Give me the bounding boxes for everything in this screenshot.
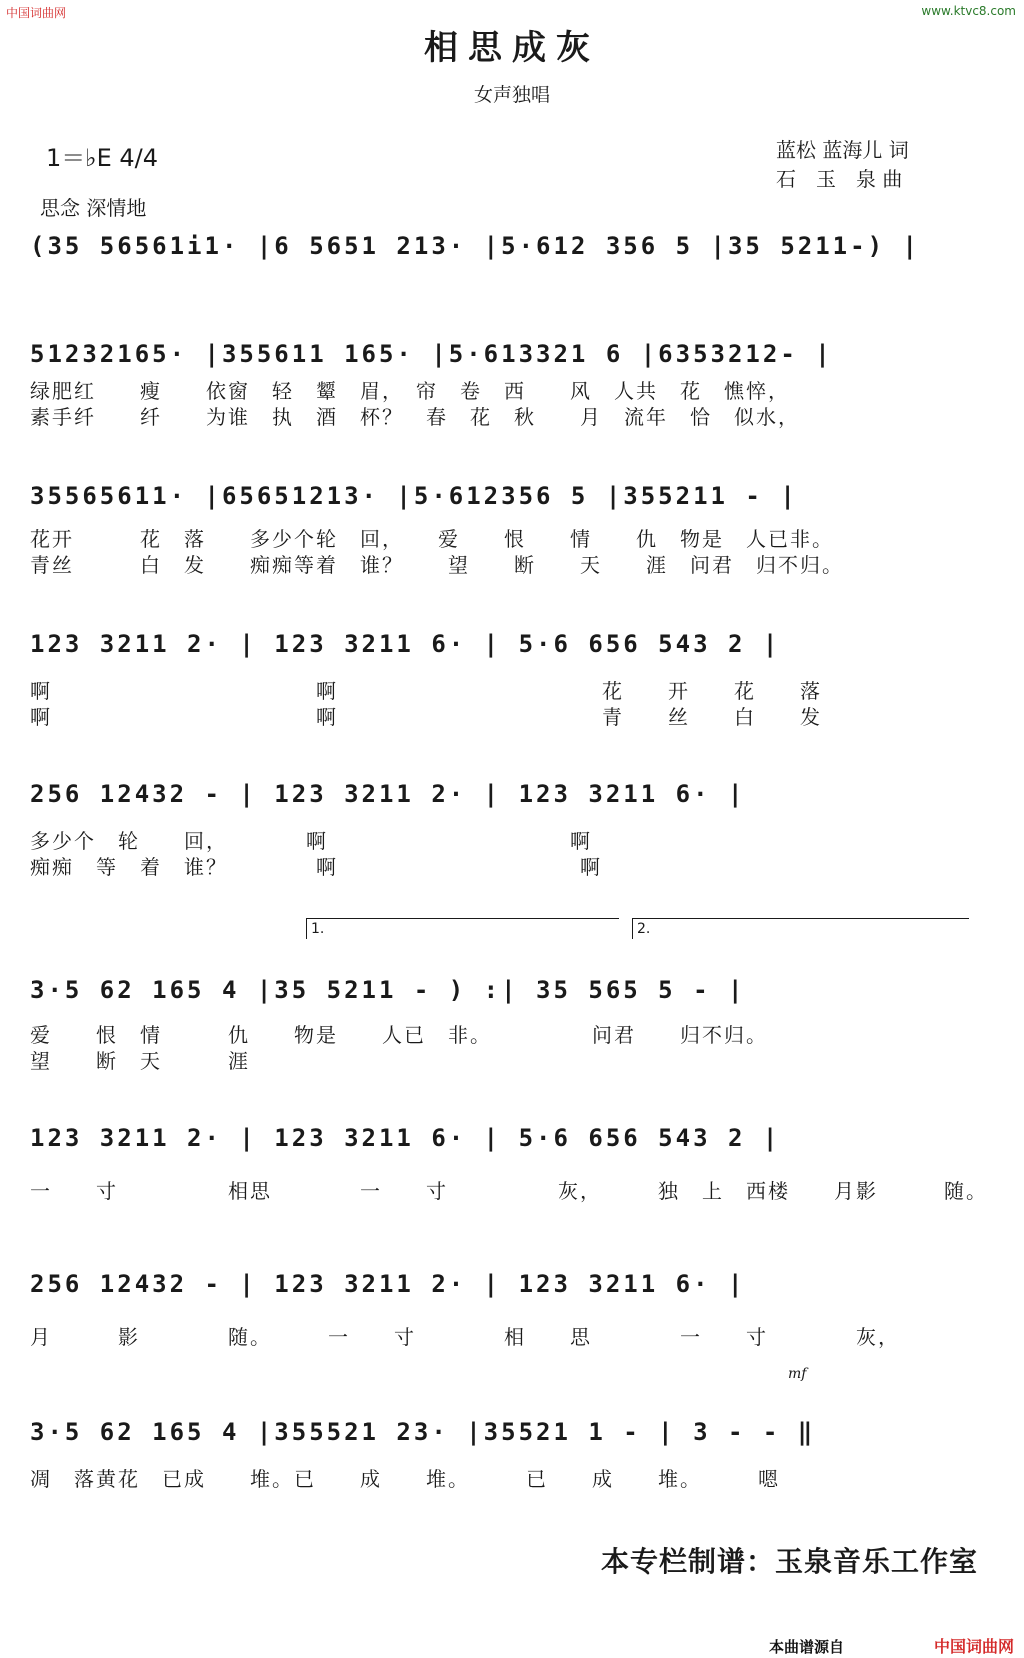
volta-second-ending <box>632 918 969 939</box>
composer-credit: 石 玉 泉 曲 <box>776 167 903 191</box>
lyrics-system-6-verse-1: 爱 恨 情 仇 物是 人已 非。 问君 归不归。 <box>30 1023 768 1047</box>
lyrics-system-4-verse-1: 啊 啊 花 开 花 落 <box>30 679 822 703</box>
footer-site: 中国词曲网 <box>933 1637 1014 1656</box>
volta-first-ending <box>306 918 619 939</box>
lyrics-system-9: 凋 落黄花 已成 堆。已 成 堆。 已 成 堆。 嗯 <box>30 1467 780 1491</box>
song-subtitle: 女声独唱 <box>473 84 550 106</box>
dynamic-mf: mf <box>788 1366 807 1382</box>
lyrics-system-3-verse-2: 青丝 白 发 痴痴等着 谁？ 望 断 天 涯 问君 归不归。 <box>30 553 844 577</box>
notation-system-2: 51232165· |355611 165· |5·613321 6 |6353212- | <box>30 340 833 368</box>
notation-system-3: 35565611· |65651213· |5·612356 5 |355211 - | <box>30 482 798 510</box>
lyrics-system-8: 月 影 随。 一 寸 相 思 一 寸 灰， <box>30 1325 900 1349</box>
lyrics-system-3-verse-1: 花开 花 落 多少个轮 回， 爱 恨 情 仇 物是 人已非。 <box>30 527 834 551</box>
lyrics-system-7: 一 寸 相思 一 寸 灰， 独 上 西楼 月影 随。 <box>30 1179 988 1203</box>
lyrics-system-5-verse-1: 多少个 轮 回， 啊 啊 <box>30 829 592 853</box>
volta-second-label: 2. <box>637 921 651 937</box>
footer-source: 本曲谱源自 <box>768 1638 844 1656</box>
song-title: 相思成灰 <box>424 28 600 68</box>
notation-system-6: 3·5 62 165 4 |35 5211 - ) :| 35 565 5 - | <box>30 976 746 1004</box>
lyrics-system-4-verse-2: 啊 啊 青 丝 白 发 <box>30 705 822 729</box>
studio-credit: 本专栏制谱：玉泉音乐工作室 <box>600 1545 978 1578</box>
watermark-top-right: www.ktvc8.com <box>921 4 1016 18</box>
lyrics-system-6-verse-2: 望 断 天 涯 <box>30 1049 250 1073</box>
lyricist-credit: 蓝松 蓝海儿 词 <box>776 138 909 162</box>
notation-system-5: 256 12432 - | 123 3211 2· | 123 3211 6· | <box>30 780 746 808</box>
volta-first-label: 1. <box>311 921 325 937</box>
notation-system-7: 123 3211 2· | 123 3211 6· | 5·6 656 543 2 | <box>30 1124 781 1152</box>
notation-system-4: 123 3211 2· | 123 3211 6· | 5·6 656 543 2 | <box>30 630 781 658</box>
notation-system-1: (35 56561i1· |6 5651 213· |5·612 356 5 |35 5211-) | <box>30 232 920 260</box>
key-signature: 1＝♭E 4/4 <box>46 144 159 172</box>
tempo-marking: 思念 深情地 <box>40 196 147 220</box>
lyrics-system-2-verse-2: 素手纤 纤 为谁 执 酒 杯？ 春 花 秋 月 流年 恰 似水， <box>30 405 800 429</box>
lyrics-system-2-verse-1: 绿肥红 瘦 依窗 轻 颦 眉， 帘 卷 西 风 人共 花 憔悴， <box>30 379 790 403</box>
notation-system-8: 256 12432 - | 123 3211 2· | 123 3211 6· | <box>30 1270 746 1298</box>
credits <box>776 136 909 194</box>
notation-system-9: 3·5 62 165 4 |355521 23· |35521 1 - | 3 - - ‖ <box>30 1418 816 1446</box>
watermark-top-left: 中国词曲网 <box>6 6 67 20</box>
lyrics-system-5-verse-2: 痴痴 等 着 谁？ 啊 啊 <box>30 855 602 879</box>
